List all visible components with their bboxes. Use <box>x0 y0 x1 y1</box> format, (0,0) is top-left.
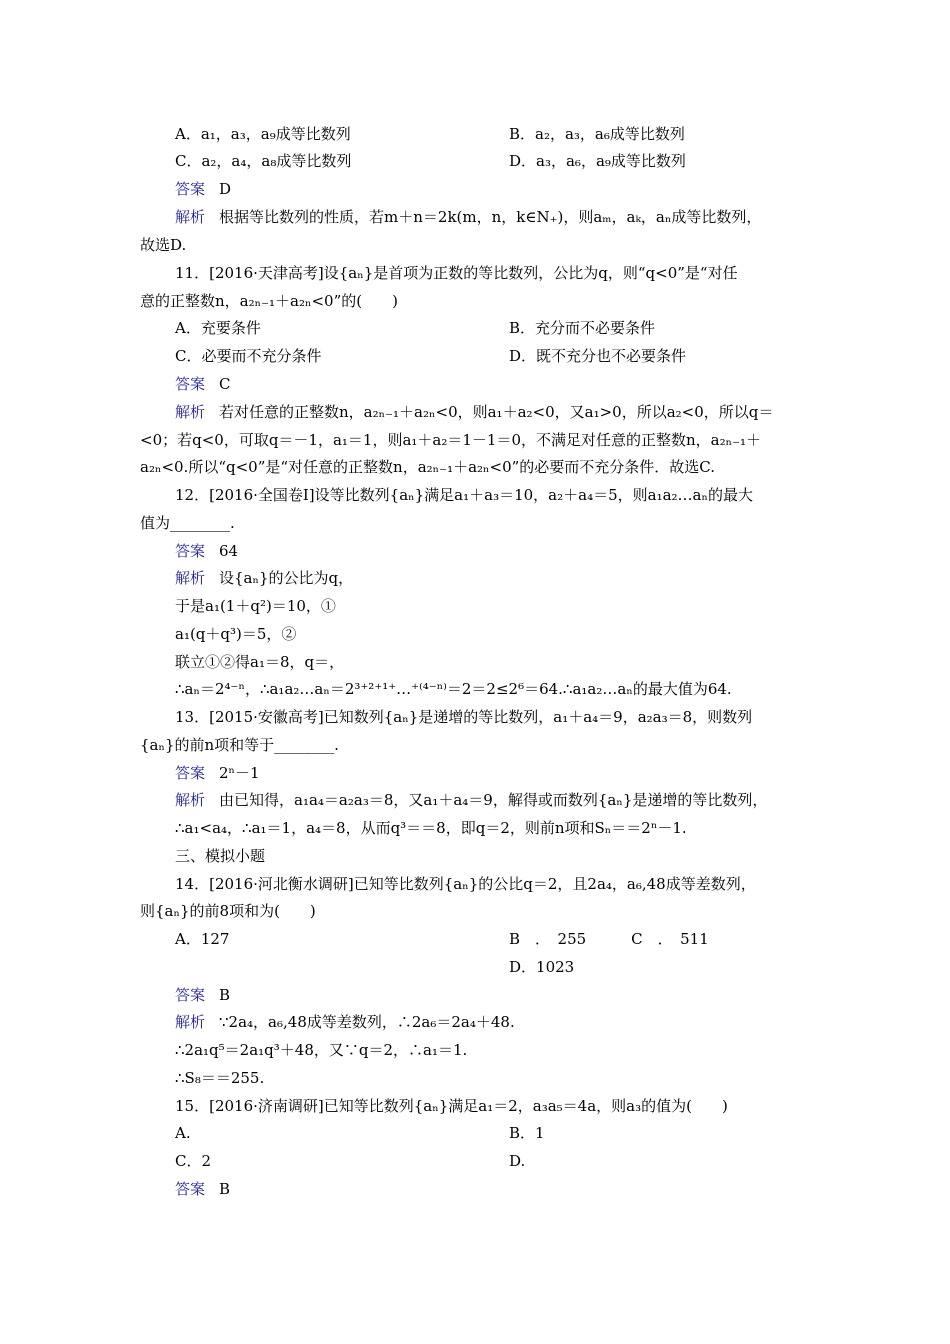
text-line <box>175 1012 515 1032</box>
line-text: a₁(q＋q³)＝5，② <box>175 625 297 643</box>
text-line <box>175 179 231 199</box>
line-text: C <box>219 375 231 393</box>
line-text: 15．[2016·济南调研]已知等比数列{aₙ}满足a₁＝2，a₃a₅＝4a，则a₃的值为( ) <box>175 1097 728 1115</box>
text-line <box>175 541 238 561</box>
line-text: ∴S₈＝＝255. <box>175 1069 265 1087</box>
text-line <box>509 1151 525 1171</box>
line-text: 2ⁿ－1 <box>219 764 260 782</box>
line-text: 设{aₙ}的公比为q， <box>219 569 354 587</box>
text-line <box>140 457 715 477</box>
answer-label: 解析 <box>175 791 206 809</box>
line-text: D．既不充分也不必要条件 <box>509 347 687 365</box>
text-line <box>175 402 773 422</box>
text-line <box>175 679 732 699</box>
line-text: A．a₁，a₃，a₉成等比数列 <box>175 125 351 143</box>
line-text: 11．[2016·天津高考]设{aₙ}是首项为正数的等比数列，公比为q，则“q<0”是“对任 <box>175 264 738 282</box>
text-line <box>509 151 686 171</box>
text-line <box>175 1040 467 1060</box>
line-text: B．1 <box>509 1124 545 1142</box>
text-line <box>175 790 767 810</box>
text-line <box>175 818 687 838</box>
text-line <box>175 1123 191 1143</box>
text-line <box>175 874 756 894</box>
text-line <box>175 596 336 616</box>
answer-label: 答案 <box>175 180 206 198</box>
text-line <box>140 735 339 755</box>
text-line <box>175 652 344 672</box>
text-line <box>175 929 229 949</box>
line-text: B ． 255 C ． 511 <box>509 930 709 948</box>
answer-label: 解析 <box>175 403 206 421</box>
line-text: ∵2a₄，a₆,48成等差数列，∴2a₆＝2a₄＋48. <box>219 1013 515 1031</box>
line-text: 意的正整数n，a₂ₙ₋₁＋a₂ₙ<0”的( ) <box>140 292 398 310</box>
line-text: 三、模拟小题 <box>175 847 266 865</box>
answer-label: 解析 <box>175 1013 206 1031</box>
text-line <box>175 263 738 283</box>
answer-label: 答案 <box>175 542 206 560</box>
line-text: <0；若q<0，可取q＝－1，a₁＝1，则a₁＋a₂＝1－1＝0，不满足对任意的正整数n，a₂ₙ₋₁＋ <box>140 431 762 449</box>
text-line <box>175 1179 230 1199</box>
line-text: 值为________. <box>140 514 235 532</box>
line-text: 13．[2015·安徽高考]已知数列{aₙ}是递增的等比数列，a₁＋a₄＝9，a₂a₃＝8，则数列 <box>175 708 753 726</box>
line-text: 故选D. <box>140 236 187 254</box>
text-line <box>175 1068 264 1088</box>
line-text: C．a₂，a₄，a₈成等比数列 <box>175 152 352 170</box>
text-line <box>509 957 574 977</box>
text-line <box>175 151 351 171</box>
line-text: 则{aₙ}的前8项和为( ) <box>140 902 316 920</box>
text-line <box>175 985 230 1005</box>
answer-label: 答案 <box>175 764 206 782</box>
line-text: {aₙ}的前n项和等于________. <box>140 736 339 754</box>
line-text: 64 <box>219 542 239 560</box>
text-line <box>175 568 353 588</box>
line-text: ∴aₙ＝2⁴⁻ⁿ，∴a₁a₂…aₙ＝2³⁺²⁺¹⁺…⁺⁽⁴⁻ⁿ⁾＝2＝2≤2⁶＝64.∴a₁a₂…aₙ的最大值为64. <box>175 680 732 698</box>
line-text: B．充分而不必要条件 <box>509 319 656 337</box>
text-line <box>175 318 261 338</box>
text-line <box>509 1123 545 1143</box>
text-line <box>175 763 260 783</box>
line-text: 14．[2016·河北衡水调研]已知等比数列{aₙ}的公比q＝2，且2a₄，a₆,48成等差数列， <box>175 875 756 893</box>
line-text: A. <box>175 1124 191 1142</box>
text-line <box>140 430 761 450</box>
line-text: A．充要条件 <box>175 319 261 337</box>
text-line <box>175 707 752 727</box>
text-line <box>175 207 761 227</box>
line-text: 根据等比数列的性质，若m＋n＝2k(m，n，k∈N₊)，则aₘ，aₖ，aₙ成等比数列， <box>219 208 762 226</box>
text-line <box>175 485 753 505</box>
answer-label: 答案 <box>175 1180 206 1198</box>
line-text: ∴a₁<a₄，∴a₁＝1，a₄＝8，从而q³＝＝8，即q＝2，则前n项和Sₙ＝＝2ⁿ－1. <box>175 819 687 837</box>
answer-label: 解析 <box>175 569 206 587</box>
line-text: 联立①②得a₁＝8，q＝， <box>175 653 345 671</box>
answer-label: 答案 <box>175 375 206 393</box>
line-text: D．a₃，a₆，a₉成等比数列 <box>509 152 686 170</box>
line-text: 若对任意的正整数n，a₂ₙ₋₁＋a₂ₙ<0，则a₁＋a₂<0，又a₁>0，所以a₂<0，所以q＝ <box>219 403 774 421</box>
line-text: C．必要而不充分条件 <box>175 347 322 365</box>
text-line <box>175 374 231 394</box>
text-line <box>140 291 398 311</box>
text-line <box>140 235 186 255</box>
text-line <box>509 124 685 144</box>
line-text: 12．[2016·全国卷Ⅰ]设等比数列{aₙ}满足a₁＋a₃＝10，a₂＋a₄＝5，则a₁a₂…aₙ的最大 <box>175 486 753 504</box>
line-text: C．2 <box>175 1152 212 1170</box>
line-text: D．1023 <box>509 958 575 976</box>
answer-label: 答案 <box>175 986 206 1004</box>
text-line <box>175 1096 728 1116</box>
text-line <box>140 513 235 533</box>
text-line <box>509 346 686 366</box>
line-text: D <box>219 180 232 198</box>
text-line <box>140 901 316 921</box>
line-text: 由已知得，a₁a₄＝a₂a₃＝8，又a₁＋a₄＝9，解得或而数列{aₙ}是递增的等比数列， <box>219 791 768 809</box>
line-text: 于是a₁(1＋q²)＝10，① <box>175 597 336 615</box>
text-line <box>509 929 709 949</box>
answer-label: 解析 <box>175 208 206 226</box>
line-text: ∴2a₁q⁵＝2a₁q³＋48，又∵q＝2，∴a₁＝1. <box>175 1041 468 1059</box>
text-line <box>175 124 351 144</box>
line-text: B <box>219 1180 231 1198</box>
text-line <box>509 318 655 338</box>
line-text: B．a₂，a₃，a₆成等比数列 <box>509 125 685 143</box>
line-text: a₂ₙ<0.所以“q<0”是“对任意的正整数n，a₂ₙ₋₁＋a₂ₙ<0”的必要而不充分条件．故选C. <box>140 458 716 476</box>
line-text: D. <box>509 1152 526 1170</box>
line-text: A．127 <box>175 930 230 948</box>
text-line <box>175 624 296 644</box>
text-line <box>175 346 321 366</box>
text-line <box>175 846 265 866</box>
line-text: B <box>219 986 231 1004</box>
text-line <box>175 1151 211 1171</box>
